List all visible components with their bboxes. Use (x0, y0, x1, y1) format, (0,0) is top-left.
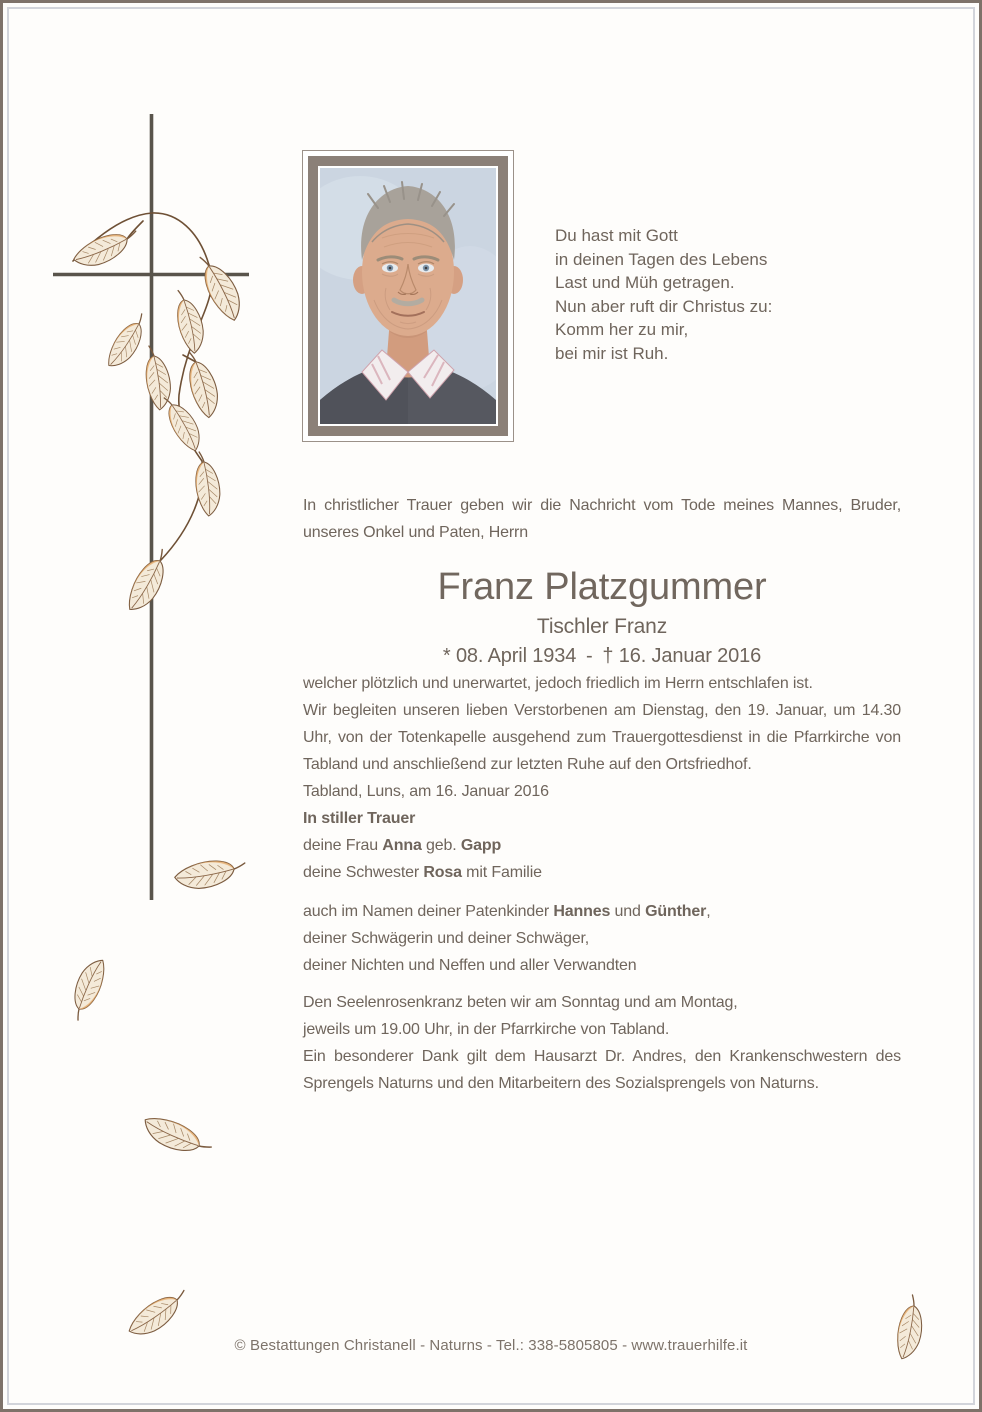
intro-paragraph: In christlicher Trauer geben wir die Nachricht vom Tode meines Mannes, Bruder, unseres Onkel und Paten, Herrn (303, 497, 901, 541)
poem-line: Du hast mit Gott (555, 226, 678, 245)
poem-line: Nun aber ruft dir Christus zu: (555, 296, 773, 316)
relatives-line: deiner Schwägerin und deiner Schwäger, (303, 930, 590, 947)
rosary-line: Den Seelenrosenkranz beten wir am Sonntag und am Montag, (303, 994, 738, 1011)
thanks-paragraph: Ein besonderer Dank gilt dem Hausarzt Dr. Andres, den Krankenschwestern des Sprengels Naturns und den Mitarbeitern des Sozialsprengels von Naturns. (303, 1048, 901, 1092)
relatives-line: auch im Namen deiner Patenkinder Hannes und Günther, (303, 903, 711, 920)
photo-mat (308, 156, 508, 436)
footer-credit: © Bestattungen Christanell - Naturns - Tel.: 338-5805805 - www.trauerhilfe.it (234, 1337, 748, 1354)
passing-paragraph: welcher plötzlich und unerwartet, jedoch friedlich im Herrn entschlafen ist. (303, 675, 813, 692)
deceased-name: Franz Platzgummer (437, 566, 767, 608)
leaf-branch (70, 213, 248, 617)
poem-line: Last und Müh getragen. (555, 273, 735, 292)
funeral-paragraph: Wir begleiten unseren lieben Verstorbenen am Dienstag, den 19. Januar, um 14.30 Uhr, von der Totenkapelle ausgehend zum Trauergottesdienst in die Pfarrkirche von Tabland und anschließend zur letzten Ruhe auf den Ortsfriedhof. (303, 702, 901, 773)
mourning-heading: In stiller Trauer (303, 810, 416, 827)
poem-line: in deinen Tagen des Lebens (555, 249, 768, 269)
relatives-line: deiner Nichten und Neffen und aller Verwandten (303, 957, 637, 974)
photo-frame (302, 150, 514, 442)
mourner-wife-line: deine Frau Anna geb. Gapp (303, 837, 502, 854)
deceased-portrait-photo (320, 168, 496, 424)
place-date-line: Tabland, Luns, am 16. Januar 2016 (303, 783, 549, 800)
cross-icon (53, 114, 249, 900)
rosary-line: jeweils um 19.00 Uhr, in der Pfarrkirche von Tabland. (303, 1021, 670, 1038)
rosary-notice (303, 989, 901, 1043)
poem-line: Komm her zu mir, (555, 320, 689, 339)
deceased-nickname: Tischler Franz (536, 615, 668, 638)
announcement-body (303, 492, 901, 1097)
relatives-lines (303, 898, 901, 979)
poem-line: bei mir ist Ruh. (555, 343, 669, 363)
life-dates: * 08. April 1934 - † 16. Januar 2016 (442, 645, 762, 667)
mourner-sister-line: deine Schwester Rosa mit Familie (303, 864, 542, 881)
poem (555, 224, 772, 365)
